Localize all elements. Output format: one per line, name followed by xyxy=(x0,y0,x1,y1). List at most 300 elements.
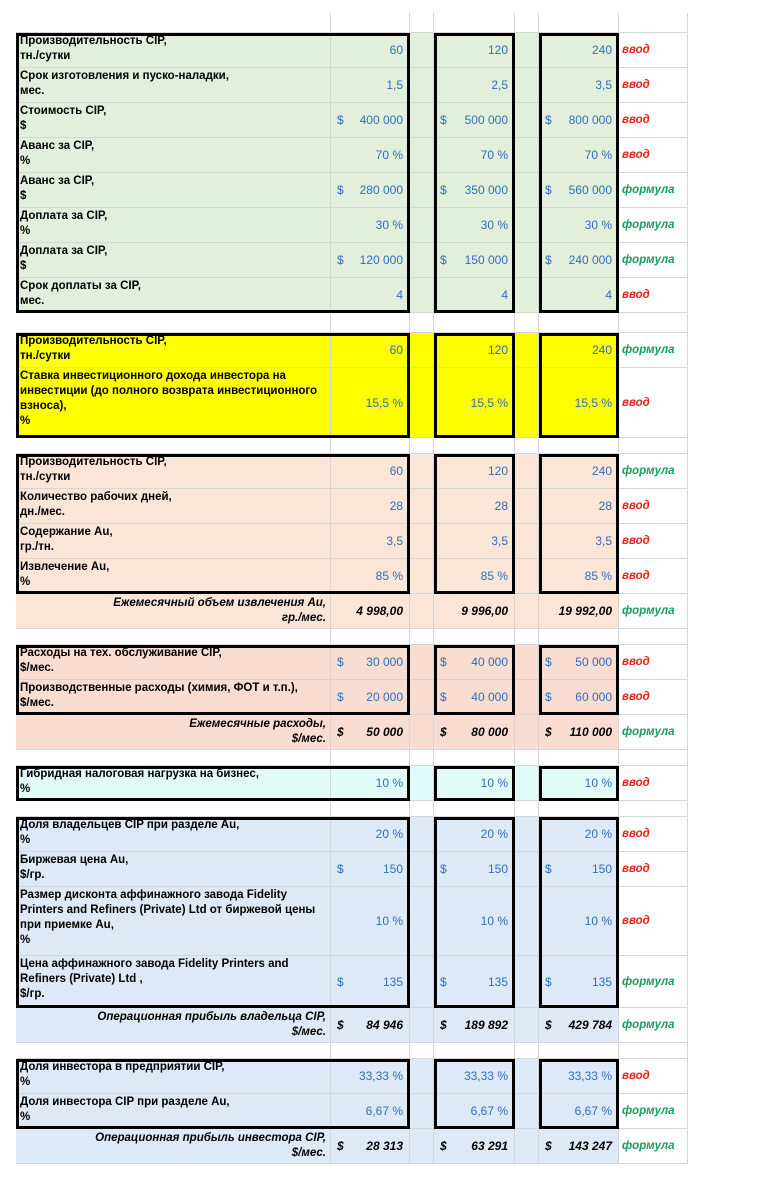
value-cell[interactable] xyxy=(539,103,619,138)
currency-sign: $ xyxy=(337,1139,344,1153)
value-cell[interactable] xyxy=(539,956,619,1008)
row-label-text: Гибридная налоговая нагрузка на бизнес, xyxy=(20,768,259,780)
cell-value: 150 000 xyxy=(464,253,508,267)
cell-value: 500 000 xyxy=(464,113,508,127)
spacer-cell xyxy=(515,1008,539,1043)
row-label-unit: % xyxy=(20,934,31,946)
cell-value: 50 000 xyxy=(575,655,612,669)
row-label-text: Ежемесячные расходы, xyxy=(189,718,326,730)
empty-cell xyxy=(539,1043,619,1059)
currency-sign: $ xyxy=(545,253,552,267)
cell-value: 189 892 xyxy=(464,1018,508,1032)
row-label-unit: $ xyxy=(20,190,27,202)
cell-value: 429 784 xyxy=(568,1018,612,1032)
value-cell[interactable] xyxy=(331,33,410,68)
value-cell[interactable] xyxy=(331,559,410,594)
spacer-cell xyxy=(515,852,539,887)
value-cell[interactable] xyxy=(434,645,515,680)
cell-value: 70 % xyxy=(584,148,612,162)
value-cell[interactable] xyxy=(539,766,619,801)
value-cell[interactable] xyxy=(434,243,515,278)
cell-value: 3,5 xyxy=(595,78,612,92)
empty-cell xyxy=(331,438,410,454)
empty-cell xyxy=(331,13,410,33)
empty-cell xyxy=(410,750,434,766)
kind-label: ввод xyxy=(619,33,688,68)
spacer-cell xyxy=(515,68,539,103)
row-label xyxy=(16,208,331,243)
value-cell[interactable] xyxy=(434,956,515,1008)
value-cell[interactable] xyxy=(539,454,619,489)
empty-cell xyxy=(434,750,515,766)
empty-cell xyxy=(16,801,331,817)
row-label-text: Операционная прибыль инвестора CIP, xyxy=(95,1132,326,1144)
row-label-unit: $/гр. xyxy=(20,988,45,1000)
value-cell[interactable] xyxy=(331,766,410,801)
row-label-text: Операционная прибыль владельца CIP, xyxy=(97,1011,326,1023)
empty-cell xyxy=(619,750,688,766)
empty-cell xyxy=(410,629,434,645)
spacer-cell xyxy=(515,766,539,801)
row-label-unit: $/гр. xyxy=(20,869,45,881)
cell-value: 6,67 % xyxy=(470,1104,508,1118)
value-cell[interactable] xyxy=(331,454,410,489)
spacer-cell xyxy=(410,333,434,368)
kind-label: формула xyxy=(619,594,688,629)
cell-value: 40 000 xyxy=(471,655,508,669)
currency-sign: $ xyxy=(440,183,447,197)
cell-value: 85 % xyxy=(584,569,612,583)
cell-value: 10 % xyxy=(584,776,612,790)
spacer-cell xyxy=(515,524,539,559)
empty-cell xyxy=(410,438,434,454)
row-label xyxy=(16,368,331,438)
currency-sign: $ xyxy=(337,253,344,267)
row-label-text: Срок доплаты за CIP, xyxy=(20,280,141,292)
value-cell[interactable] xyxy=(434,454,515,489)
row-label xyxy=(16,454,331,489)
cell-value: 143 247 xyxy=(568,1139,612,1153)
currency-sign: $ xyxy=(545,655,552,669)
empty-cell xyxy=(619,1043,688,1059)
currency-sign: $ xyxy=(337,862,344,876)
spacer-cell xyxy=(410,489,434,524)
spacer-cell xyxy=(410,887,434,956)
value-cell[interactable] xyxy=(331,680,410,715)
value-cell[interactable] xyxy=(331,333,410,368)
kind-label: ввод xyxy=(619,138,688,173)
kind-label: ввод xyxy=(619,817,688,852)
cell-value: 4 xyxy=(396,288,403,302)
cell-value: 30 % xyxy=(480,218,508,232)
kind-label: формула xyxy=(619,243,688,278)
empty-cell xyxy=(16,438,331,454)
cell-value: 400 000 xyxy=(359,113,403,127)
cell-value: 30 % xyxy=(375,218,403,232)
cell-value: 84 946 xyxy=(366,1018,403,1032)
row-label-text: Доля инвестора CIP при разделе Au, xyxy=(20,1096,230,1108)
row-label-text: Доля владельцев CIP при разделе Au, xyxy=(20,819,240,831)
value-cell[interactable] xyxy=(434,887,515,956)
spacer-cell xyxy=(410,680,434,715)
currency-sign: $ xyxy=(337,725,344,739)
cell-value: 135 xyxy=(487,974,508,989)
row-label-unit: % xyxy=(20,1076,31,1088)
empty-cell xyxy=(331,750,410,766)
cell-value: 350 000 xyxy=(464,183,508,197)
value-cell[interactable] xyxy=(331,887,410,956)
cell-value: 60 xyxy=(389,43,403,57)
spacer-cell xyxy=(515,489,539,524)
row-label xyxy=(16,138,331,173)
spacer-cell xyxy=(410,138,434,173)
value-cell[interactable] xyxy=(434,33,515,68)
empty-cell xyxy=(16,13,331,33)
value-cell[interactable] xyxy=(539,173,619,208)
value-cell[interactable] xyxy=(331,208,410,243)
row-label-text: Доплата за CIP, xyxy=(20,245,108,257)
cell-value: 20 % xyxy=(480,827,508,841)
currency-sign: $ xyxy=(545,974,552,989)
cell-value: 80 000 xyxy=(471,725,508,739)
currency-sign: $ xyxy=(337,113,344,127)
row-label-unit: гр./тн. xyxy=(20,541,54,553)
value-cell[interactable] xyxy=(434,817,515,852)
kind-label: формула xyxy=(619,1008,688,1043)
row-label-unit: % xyxy=(20,155,31,167)
empty-cell xyxy=(434,438,515,454)
cell-value: 63 291 xyxy=(471,1139,508,1153)
cell-value: 85 % xyxy=(480,569,508,583)
row-label-unit: тн./сутки xyxy=(20,471,71,483)
cell-value: 4 xyxy=(605,288,612,302)
kind-label: ввод xyxy=(619,489,688,524)
kind-label: ввод xyxy=(619,368,688,438)
empty-cell xyxy=(515,438,539,454)
row-label xyxy=(16,559,331,594)
value-cell[interactable] xyxy=(434,766,515,801)
total-value xyxy=(331,1129,410,1164)
value-cell[interactable] xyxy=(434,103,515,138)
value-cell[interactable] xyxy=(539,680,619,715)
spacer-cell xyxy=(410,524,434,559)
row-label-text: Доля инвестора в предприятии CIP, xyxy=(20,1061,225,1073)
currency-sign: $ xyxy=(545,1018,552,1032)
empty-cell xyxy=(539,750,619,766)
cell-value: 4 xyxy=(501,288,508,302)
cell-value: 60 xyxy=(389,464,403,478)
row-label-unit: $/мес. xyxy=(291,1147,326,1159)
value-cell[interactable] xyxy=(539,645,619,680)
cell-value: 4 998,00 xyxy=(356,604,403,618)
value-cell[interactable] xyxy=(434,524,515,559)
row-label-unit: $/мес. xyxy=(20,662,54,674)
spacer-cell xyxy=(515,645,539,680)
value-cell[interactable] xyxy=(539,524,619,559)
currency-sign: $ xyxy=(337,974,344,989)
row-label xyxy=(16,103,331,138)
value-cell[interactable] xyxy=(331,1059,410,1094)
spacer-cell xyxy=(515,333,539,368)
total-value xyxy=(539,594,619,629)
row-label-unit: % xyxy=(20,1111,31,1123)
spacer-cell xyxy=(410,103,434,138)
spacer-cell xyxy=(410,68,434,103)
cell-value: 1,5 xyxy=(386,78,403,92)
cell-value: 3,5 xyxy=(595,534,612,548)
empty-cell xyxy=(434,313,515,333)
value-cell[interactable] xyxy=(434,208,515,243)
value-cell[interactable] xyxy=(434,1094,515,1129)
cell-value: 85 % xyxy=(375,569,403,583)
row-label xyxy=(16,1059,331,1094)
value-cell[interactable] xyxy=(434,489,515,524)
empty-cell xyxy=(331,801,410,817)
value-cell[interactable] xyxy=(331,278,410,313)
empty-cell xyxy=(16,629,331,645)
value-cell[interactable] xyxy=(539,368,619,438)
row-label-text: Доплата за CIP, xyxy=(20,210,108,222)
row-label xyxy=(16,278,331,313)
cell-value: 70 % xyxy=(480,148,508,162)
value-cell[interactable] xyxy=(539,559,619,594)
cell-value: 30 000 xyxy=(366,655,403,669)
value-cell[interactable] xyxy=(434,333,515,368)
value-cell[interactable] xyxy=(434,559,515,594)
value-cell[interactable] xyxy=(539,489,619,524)
value-cell[interactable] xyxy=(434,680,515,715)
total-value xyxy=(539,1129,619,1164)
cell-value: 10 % xyxy=(480,776,508,790)
row-label-text: Производительность CIP, xyxy=(20,335,167,347)
kind-label: формула xyxy=(619,333,688,368)
kind-label: ввод xyxy=(619,766,688,801)
spacer-cell xyxy=(515,208,539,243)
cell-value: 560 000 xyxy=(568,183,612,197)
empty-cell xyxy=(619,801,688,817)
currency-sign: $ xyxy=(337,183,344,197)
cell-value: 135 xyxy=(382,974,403,989)
row-label-text: Цена аффинажного завода Fidelity Printers and Refiners (Private) Ltd , xyxy=(20,958,289,985)
value-cell[interactable] xyxy=(539,138,619,173)
total-value xyxy=(331,715,410,750)
cell-value: 28 xyxy=(494,499,508,513)
total-value xyxy=(331,594,410,629)
cell-value: 3,5 xyxy=(491,534,508,548)
value-cell[interactable] xyxy=(331,368,410,438)
cell-value: 150 xyxy=(382,862,403,876)
row-label-unit: $ xyxy=(20,120,27,132)
row-label-unit: $/мес. xyxy=(291,733,326,745)
value-cell[interactable] xyxy=(331,1094,410,1129)
value-cell[interactable] xyxy=(331,956,410,1008)
spacer-cell xyxy=(515,1129,539,1164)
value-cell[interactable] xyxy=(539,333,619,368)
cell-value: 40 000 xyxy=(471,690,508,704)
empty-cell xyxy=(434,801,515,817)
cell-value: 28 xyxy=(389,499,403,513)
kind-label: формула xyxy=(619,1094,688,1129)
empty-cell xyxy=(410,801,434,817)
empty-cell xyxy=(331,313,410,333)
currency-sign: $ xyxy=(440,253,447,267)
spacer-cell xyxy=(410,243,434,278)
kind-label: ввод xyxy=(619,68,688,103)
empty-cell xyxy=(539,313,619,333)
total-label xyxy=(16,594,331,629)
spacer-cell xyxy=(515,278,539,313)
value-cell[interactable] xyxy=(539,852,619,887)
currency-sign: $ xyxy=(337,655,344,669)
spacer-cell xyxy=(410,594,434,629)
value-cell[interactable] xyxy=(331,524,410,559)
currency-sign: $ xyxy=(337,690,344,704)
empty-cell xyxy=(434,13,515,33)
spacer-cell xyxy=(410,766,434,801)
cell-value: 10 % xyxy=(584,914,612,928)
value-cell[interactable] xyxy=(539,208,619,243)
kind-label: ввод xyxy=(619,645,688,680)
row-label xyxy=(16,68,331,103)
spacer-cell xyxy=(515,956,539,1008)
value-cell[interactable] xyxy=(539,68,619,103)
row-label-unit: % xyxy=(20,576,31,588)
spacer-cell xyxy=(410,1094,434,1129)
row-label xyxy=(16,333,331,368)
cell-value: 60 000 xyxy=(575,690,612,704)
spacer-cell xyxy=(515,594,539,629)
spacer-cell xyxy=(515,173,539,208)
kind-label: формула xyxy=(619,956,688,1008)
value-cell[interactable] xyxy=(331,243,410,278)
currency-sign: $ xyxy=(440,690,447,704)
empty-cell xyxy=(434,629,515,645)
value-cell[interactable] xyxy=(434,1059,515,1094)
spacer-cell xyxy=(515,1094,539,1129)
empty-cell xyxy=(619,438,688,454)
value-cell[interactable] xyxy=(331,489,410,524)
value-cell[interactable] xyxy=(331,173,410,208)
total-value xyxy=(434,715,515,750)
empty-cell xyxy=(515,13,539,33)
row-label xyxy=(16,645,331,680)
spacer-cell xyxy=(515,1059,539,1094)
currency-sign: $ xyxy=(440,1139,447,1153)
cell-value: 150 xyxy=(487,862,508,876)
row-label xyxy=(16,852,331,887)
kind-label: ввод xyxy=(619,1059,688,1094)
kind-label: ввод xyxy=(619,524,688,559)
currency-sign: $ xyxy=(337,1018,344,1032)
cell-value: 240 xyxy=(591,43,612,57)
value-cell[interactable] xyxy=(331,817,410,852)
empty-cell xyxy=(539,13,619,33)
spacer-cell xyxy=(410,33,434,68)
total-value xyxy=(434,1129,515,1164)
empty-cell xyxy=(619,313,688,333)
empty-cell xyxy=(515,1043,539,1059)
spacer-cell xyxy=(410,1008,434,1043)
value-cell[interactable] xyxy=(434,68,515,103)
empty-cell xyxy=(410,1043,434,1059)
value-cell[interactable] xyxy=(434,278,515,313)
cell-value: 110 000 xyxy=(569,725,612,739)
value-cell[interactable] xyxy=(331,68,410,103)
row-label-unit: дн./мес. xyxy=(20,506,65,518)
value-cell[interactable] xyxy=(539,817,619,852)
value-cell[interactable] xyxy=(331,138,410,173)
spacer-cell xyxy=(410,715,434,750)
kind-label: ввод xyxy=(619,278,688,313)
value-cell[interactable] xyxy=(331,852,410,887)
cell-value: 33,33 % xyxy=(463,1069,508,1083)
value-cell[interactable] xyxy=(539,887,619,956)
cell-value: 6,67 % xyxy=(365,1104,403,1118)
cell-value: 120 000 xyxy=(359,253,403,267)
empty-cell xyxy=(539,438,619,454)
cell-value: 20 % xyxy=(375,827,403,841)
value-cell[interactable] xyxy=(434,852,515,887)
cell-value: 33,33 % xyxy=(358,1069,403,1083)
value-cell[interactable] xyxy=(331,103,410,138)
row-label-unit: $/мес. xyxy=(20,697,54,709)
empty-cell xyxy=(539,801,619,817)
value-cell[interactable] xyxy=(434,173,515,208)
value-cell[interactable] xyxy=(539,278,619,313)
spacer-cell xyxy=(410,173,434,208)
row-label-unit: % xyxy=(20,415,31,427)
currency-sign: $ xyxy=(440,1018,447,1032)
total-value xyxy=(331,1008,410,1043)
row-label-text: Срок изготовления и пуско-наладки, xyxy=(20,70,229,82)
empty-cell xyxy=(331,629,410,645)
currency-sign: $ xyxy=(545,862,552,876)
row-label-text: Производственные расходы (химия, ФОТ и т.п.), xyxy=(20,682,298,694)
kind-label: формула xyxy=(619,1129,688,1164)
currency-sign: $ xyxy=(440,113,447,127)
value-cell[interactable] xyxy=(539,1094,619,1129)
cell-value: 28 313 xyxy=(366,1139,403,1153)
cell-value: 2,5 xyxy=(491,78,508,92)
spacer-cell xyxy=(515,368,539,438)
cell-value: 10 % xyxy=(480,914,508,928)
empty-cell xyxy=(539,629,619,645)
row-label xyxy=(16,489,331,524)
value-cell[interactable] xyxy=(539,243,619,278)
cell-value: 120 xyxy=(487,464,508,478)
spacer-cell xyxy=(410,368,434,438)
row-label-unit: % xyxy=(20,834,31,846)
row-label-text: Производительность CIP, xyxy=(20,35,167,47)
row-label-text: Содержание Au, xyxy=(20,526,113,538)
row-label-unit: $ xyxy=(20,260,27,272)
currency-sign: $ xyxy=(545,690,552,704)
spacer-cell xyxy=(410,852,434,887)
total-label xyxy=(16,1008,331,1043)
total-label xyxy=(16,1129,331,1164)
row-label-text: Аванс за CIP, xyxy=(20,140,95,152)
value-cell[interactable] xyxy=(539,33,619,68)
value-cell[interactable] xyxy=(434,368,515,438)
value-cell[interactable] xyxy=(539,1059,619,1094)
cell-value: 15,5 % xyxy=(574,395,612,410)
kind-label: ввод xyxy=(619,852,688,887)
value-cell[interactable] xyxy=(434,138,515,173)
value-cell[interactable] xyxy=(331,645,410,680)
total-label xyxy=(16,715,331,750)
cell-value: 3,5 xyxy=(386,534,403,548)
spacer-cell xyxy=(410,278,434,313)
